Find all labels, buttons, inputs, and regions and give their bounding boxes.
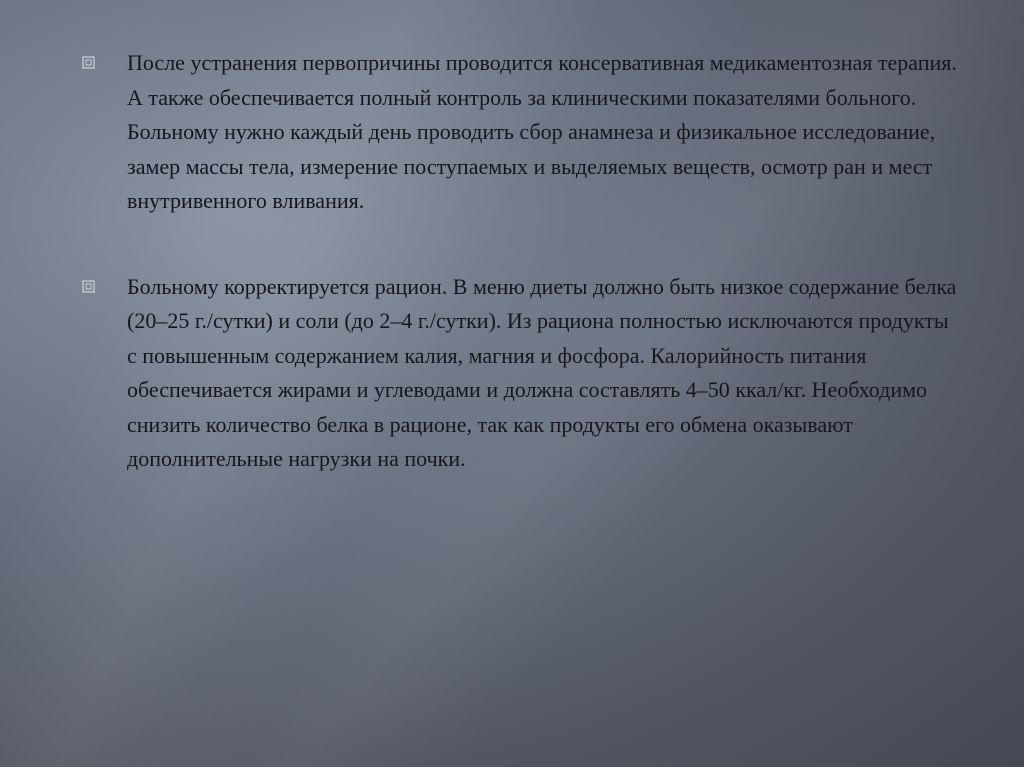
bullet-item-therapy [82, 46, 962, 219]
bullet-text: Больному корректируется рацион. В меню диеты должно быть низкое содержание белка (20–25 г./сутки) и соли (до 2–4 г./сутки). Из рациона полностью исключаются продукты с повышенным содержанием калия, магния и фосфора. Калорийность питания обеспечивается жирами и углеводами и должна составлять 4–50 ккал/кг. Необходимо снизить количество белка в рационе, так как продукты его обмена оказывают дополнительные нагрузки на почки. [127, 273, 957, 471]
hollow-square-bullet-icon [82, 280, 95, 293]
bullet-item-diet [82, 270, 962, 477]
hollow-square-bullet-icon [82, 56, 95, 69]
bullet-list [82, 46, 962, 477]
bullet-text: После устранения первопричины проводится консервативная медикаментозная терапия. А также обеспечивается полный контроль за клиническими показателями больного. Больному нужно каждый день проводить сбор анамнеза и физикальное исследование, замер массы тела, измерение поступаемых и выделяемых веществ, осмотр ран и мест внутривенного вливания. [127, 50, 957, 213]
